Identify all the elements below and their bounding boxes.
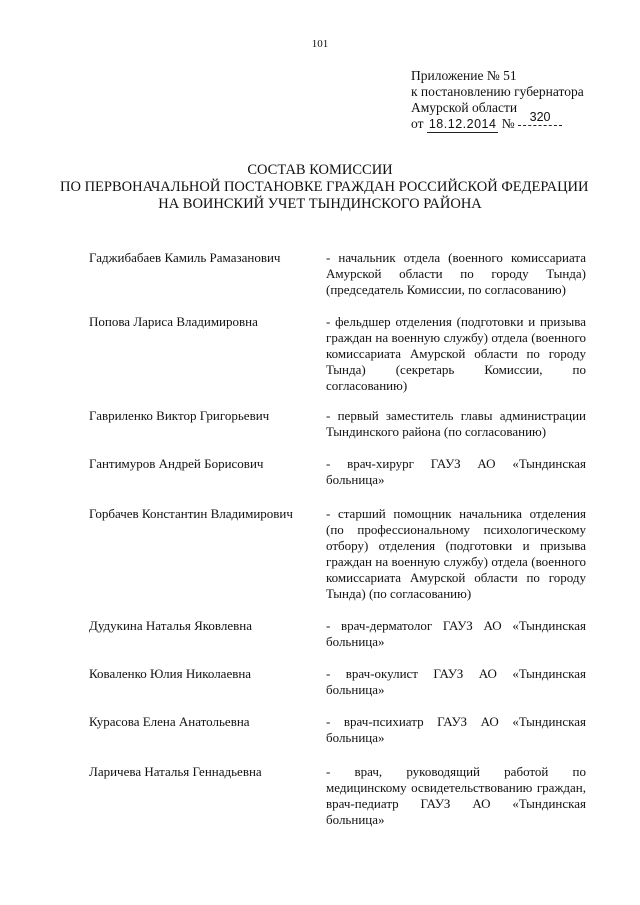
decree-date: 18.12.2014: [428, 117, 497, 131]
member-role: - первый заместитель главы администрации Тындинского района (по согласованию): [326, 408, 586, 439]
decree-number: 320: [518, 109, 562, 126]
member-role: - врач-дерматолог ГАУЗ АО «Тындинская больница»: [326, 618, 586, 649]
document-title: [60, 162, 589, 213]
appendix-date-line: [411, 110, 611, 136]
member-role: - врач-окулист ГАУЗ АО «Тындинская больница»: [326, 666, 586, 697]
member-name: Попова Лариса Владимировна: [89, 314, 258, 329]
page-number: 101: [311, 38, 329, 50]
member-role: - врач, руководящий работой по медицинскому освидетельствованию граждан, врач-педиатр ГАУЗ АО «Тындинская больница»: [326, 764, 586, 827]
member-name: Гавриленко Виктор Григорьевич: [89, 408, 270, 423]
member-name: Коваленко Юлия Николаевна: [89, 666, 252, 681]
appendix-decree-line: к постановлению губернатора: [411, 84, 584, 99]
member-name: Гантимуров Андрей Борисович: [89, 456, 264, 471]
number-prefix: №: [501, 116, 515, 131]
member-role: - старший помощник начальника отделения (по профессиональному психологическому отбору) отделения (подготовки и призыва граждан на военную службу) отдела (военного комиссариата Амурской области по городу Тында) (по согласованию): [326, 506, 586, 601]
member-name: Ларичева Наталья Геннадьевна: [89, 764, 262, 779]
member-role: - врач-психиатр ГАУЗ АО «Тындинская больница»: [326, 714, 586, 745]
member-role: - начальник отдела (военного комиссариата Амурской области по городу Тында) (председатель Комиссии, по согласованию): [326, 250, 586, 297]
title-line-2: ПО ПЕРВОНАЧАЛЬНОЙ ПОСТАНОВКЕ ГРАЖДАН РОССИЙСКОЙ ФЕДЕРАЦИИ: [60, 179, 589, 195]
member-role: - фельдшер отделения (подготовки и призыва граждан на военную службу) отдела (военного комиссариата Амурской области по городу Тында) (секретарь Комиссии, по согласованию): [326, 314, 586, 393]
appendix-title: Приложение № 51: [411, 68, 517, 83]
title-line-3: НА ВОИНСКИЙ УЧЕТ ТЫНДИНСКОГО РАЙОНА: [158, 196, 482, 212]
member-name: Дудукина Наталья Яковлевна: [89, 618, 253, 633]
appendix-block: [411, 68, 611, 136]
member-name: Курасова Елена Анатольевна: [89, 714, 250, 729]
member-role: - врач-хирург ГАУЗ АО «Тындинская больница»: [326, 456, 586, 487]
title-line-1: СОСТАВ КОМИССИИ: [247, 162, 393, 178]
member-name: Горбачев Константин Владимирович: [89, 506, 293, 521]
appendix-region-line: Амурской области: [411, 100, 518, 115]
date-prefix: от: [411, 116, 424, 131]
member-name: Гаджибабаев Камиль Рамазанович: [89, 250, 281, 265]
